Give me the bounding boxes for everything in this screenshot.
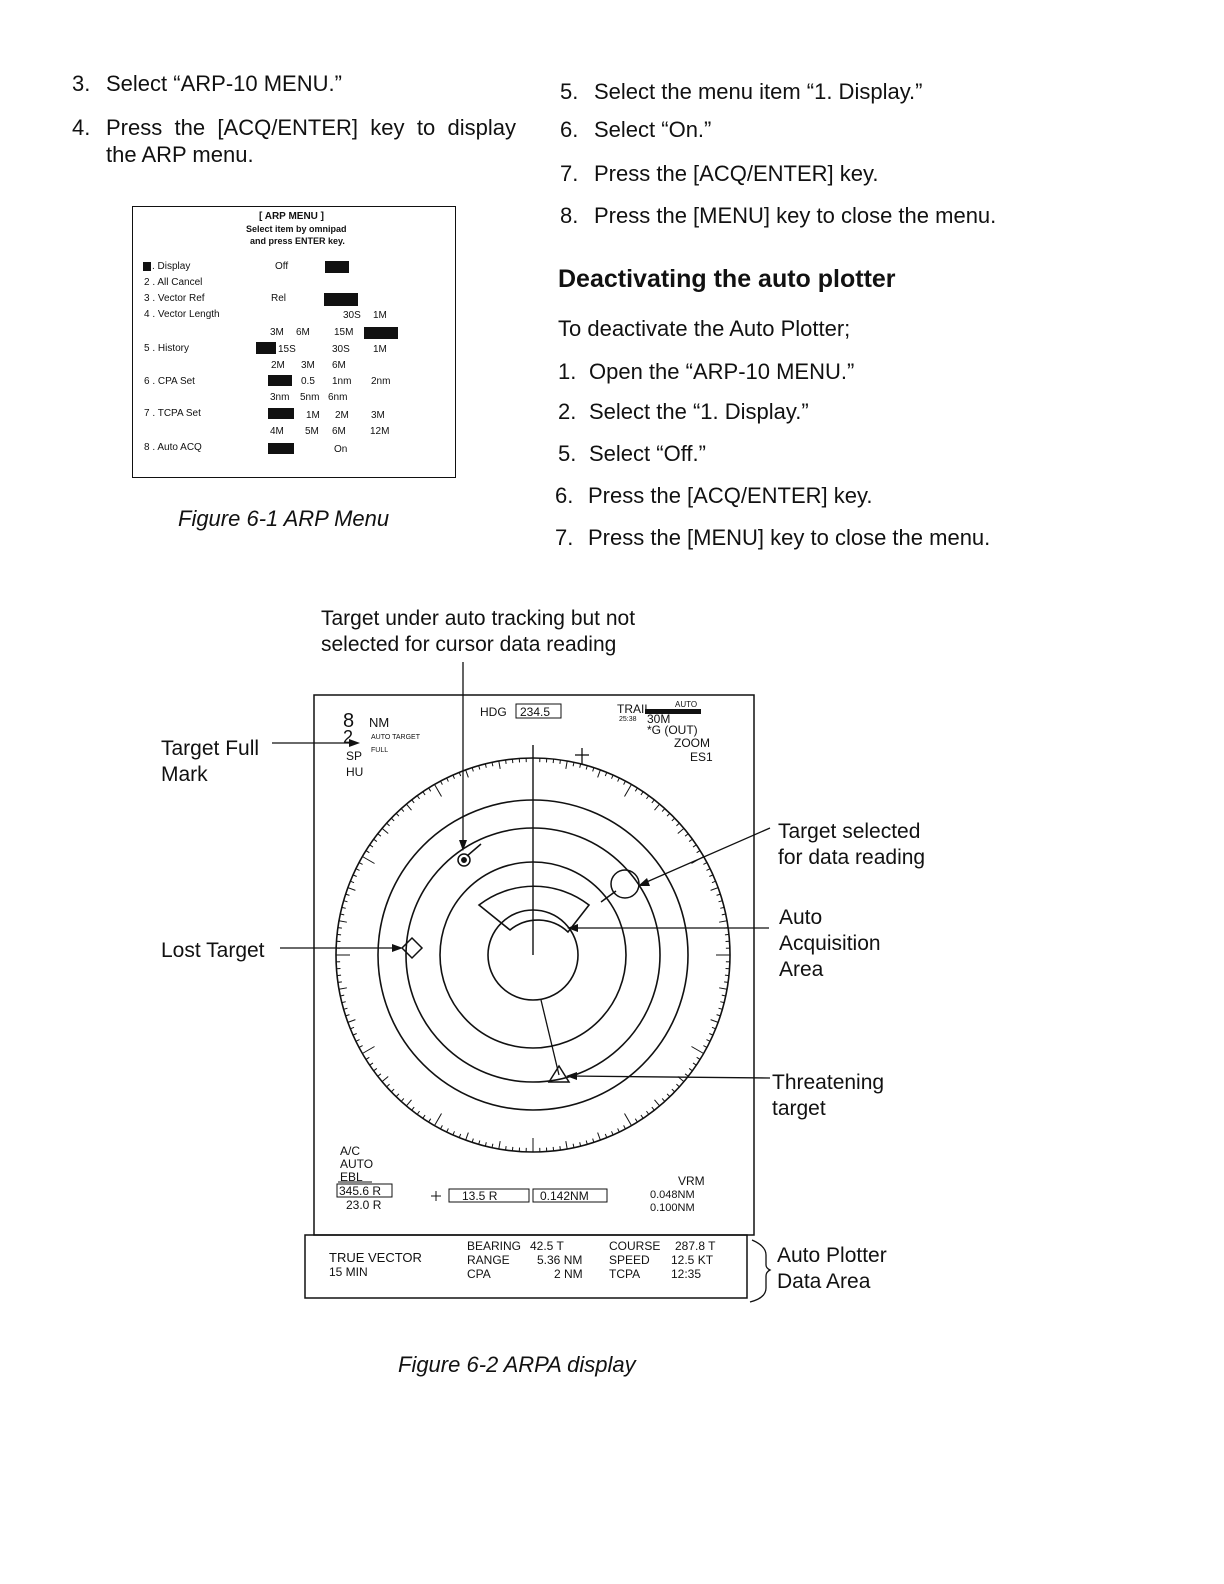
option[interactable]: 3M [301,360,315,371]
trail-mode: AUTO [675,700,698,709]
vrm-1-value: 0.048NM [650,1189,695,1201]
bearing-tick [697,851,700,853]
bearing-tick [479,766,480,770]
bearing-tick [348,1020,356,1023]
section-heading: Deactivating the auto plotter [558,265,896,293]
bearing-tick [605,1134,606,1138]
bearing-tick [374,1068,377,1070]
arrowheads [349,739,650,1080]
bearing-tick [441,1125,443,1129]
bearing-tick [350,881,354,882]
bearing-tick [423,792,425,795]
ebl-2-value: 23.0 R [346,1198,382,1212]
step-text: Select “Off.” [589,441,706,466]
step-text: Press the [MENU] key to close the menu. [594,203,997,228]
cpa-value: 2 NM [554,1267,583,1281]
bearing-tick [693,845,696,847]
bearing-value: 42.5 T [530,1239,564,1253]
bearing-tick [586,766,587,770]
bearing-label: BEARING [467,1239,522,1253]
bearing-tick [441,781,443,785]
ac-auto-label: AUTO [340,1157,374,1171]
bearing-tick [646,796,648,799]
bearing-tick [662,809,665,812]
option[interactable]: 3M [371,410,385,421]
bearing-tick [417,1111,419,1114]
step-number: 2. [558,399,577,424]
range-data-value: 5.36 NM [537,1253,583,1267]
bearing-tick [366,1057,369,1059]
bearing-tick [362,1047,374,1054]
option[interactable]: 5nm [300,392,320,403]
bearing-tick [641,1115,643,1118]
bearing-tick [378,1074,381,1076]
menu-item-cpa-set[interactable]: 6 . CPA Set [144,376,195,387]
bearing-tick [435,1113,442,1125]
option[interactable]: 6M [332,426,346,437]
bearing-tick [356,869,360,871]
bearing-tick [717,1015,721,1016]
cpa-label: CPA [467,1267,491,1281]
option[interactable]: 2M [271,360,285,371]
bearing-tick [447,778,449,782]
option[interactable]: 1M [373,310,387,321]
bearing-tick [499,1141,500,1149]
speed-value: 12.5 KT [671,1253,714,1267]
callout-line: Acquisition [779,932,881,955]
bearing-tick [387,823,390,826]
zoom-label: ZOOM [674,736,710,750]
callout-line: for data reading [778,846,926,869]
bearing-tick [466,770,469,778]
bearing-tick [339,921,347,922]
menu-item-history[interactable]: 5 . History [144,343,190,354]
trail-time: 25:38 [619,716,637,723]
bearing-tick [566,761,567,769]
callout-line: Auto Plotter [777,1244,887,1267]
bearing-tick [339,988,347,989]
bearing-tick [625,1113,632,1125]
ebl-1-value: 345.6 R [339,1184,382,1198]
bearing-tick [338,928,342,929]
bearing-tick [624,781,626,785]
option[interactable]: 3nm [270,392,290,403]
menu-item-vector-ref[interactable]: 3 . Vector Ref [144,293,205,304]
bearing-tick [387,1084,390,1087]
ebl-label: EBL [340,1170,363,1184]
bearing-tick [635,788,637,791]
bearing-tick [499,761,500,769]
bearing-tick [344,1008,348,1009]
bearing-tick [391,818,394,821]
menu-item-all-cancel[interactable]: 2 . All Cancel [144,277,203,288]
bearing-tick [401,809,404,812]
bearing-tick [338,982,342,983]
bearing-tick [719,988,727,989]
lost-target-diamond [402,938,422,958]
bearing-tick [423,1115,425,1118]
bearing-tick [466,1133,469,1141]
bearing-tick [719,921,727,922]
hu-label: HU [346,765,364,779]
callout-line: Target Full [161,737,260,760]
bearing-tick [396,1094,399,1097]
bearing-tick [359,1046,363,1048]
bearing-tick [706,869,710,871]
option[interactable]: Off [275,261,289,272]
bearing-tick [593,1139,594,1143]
callout-line: Auto [779,906,823,929]
bearing-tick [703,863,707,865]
bearing-tick [435,784,442,796]
bearing-tick [709,1034,713,1036]
bearing-tick [479,1141,480,1145]
auto-target-label: AUTO TARGET [371,734,421,741]
option[interactable]: 3M [270,327,284,338]
bearing-tick [366,851,369,853]
bearing-tick [391,1089,394,1092]
step-number: 7. [560,161,579,186]
arp-menu-title: [ ARP MENU ] [259,211,324,222]
bearing-tick [662,1098,665,1101]
range-unit: NM [369,715,390,730]
range-label: RANGE [467,1253,510,1267]
step-number: 6. [555,483,574,508]
gyro-out: *G (OUT) [647,723,698,737]
option[interactable]: 30S [343,310,361,321]
bearing-tick [346,1015,350,1016]
bearing-tick [406,1100,411,1106]
es1-label: ES1 [690,750,713,764]
bearing-tick [412,800,414,803]
bearing-tick [691,1047,703,1054]
bearing-tick [724,982,728,983]
bearing-tick [711,1020,719,1023]
step-number: 6. [560,117,579,142]
step-text: Select the “1. Display.” [589,399,809,424]
option[interactable]: 15M [334,327,354,338]
step-text: Select “On.” [594,117,712,142]
bearing-tick [685,1074,688,1076]
bearing-tick [672,1089,675,1092]
bearing-tick [344,901,348,902]
bearing-tick [598,1133,601,1141]
bearing-tick [646,1111,648,1114]
bearing-tick [401,1098,404,1101]
bearing-tick [678,828,684,833]
bearing-tick [382,828,388,833]
step-number: 4. [72,115,91,140]
bearing-tick [654,804,659,810]
tcpa-value: 12:35 [671,1267,702,1281]
bearing-tick [370,1063,373,1065]
bearing-tick [719,1008,723,1009]
bearing-tick [560,1146,561,1150]
bearing-tick [667,813,670,816]
bearing-tick [654,1100,659,1106]
bearing-tick [560,760,561,764]
bearing-tick [506,1146,507,1150]
callout-lost-target: Lost Target [161,939,265,962]
bearing-tick [429,1119,431,1122]
option[interactable]: 6nm [328,392,348,403]
option[interactable]: 5M [305,426,319,437]
course-value: 287.8 T [675,1239,716,1253]
bearing-tick [566,1141,567,1149]
bearing-tick [624,1125,626,1129]
figure-1-caption: Figure 6-1 ARP Menu [178,506,390,531]
bearing-tick [697,1057,700,1059]
step-number: 8. [560,203,579,228]
bearing-tick [598,770,601,778]
selected-target [601,870,639,902]
bearing-tick [459,772,460,776]
option[interactable]: 30S [332,344,350,355]
option[interactable]: On [334,444,348,455]
trail-length: 30M [647,712,671,726]
option[interactable]: 2M [335,410,349,421]
bearing-tick [447,1128,449,1132]
bearing-tick [353,1034,357,1036]
bearing-tick [672,818,675,821]
bearing-tick [348,888,356,891]
cursor-bearing: 13.5 R [462,1189,498,1203]
ring-interval: 2 [343,727,354,747]
bearing-tick [689,839,692,841]
option[interactable]: Rel [271,293,287,304]
bearing-tick [370,845,373,847]
vrm-2-value: 0.100NM [650,1202,695,1214]
step-text: Select the menu item “1. Display.” [594,79,923,104]
callout-line: Target under auto tracking but not [321,607,636,630]
step-text: Open the “ARP-10 MENU.” [589,359,855,384]
ac-label: A/C [340,1144,361,1158]
callout-line: selected for cursor data reading [321,633,617,656]
bearing-tick [472,1139,473,1143]
figure-2-caption: Figure 6-2 ARPA display [398,1352,636,1377]
callout-line: Mark [161,763,208,786]
menu-item-tcpa-set[interactable]: 7 . TCPA Set [144,408,201,419]
option[interactable]: 6M [332,360,346,371]
sp-label: SP [346,749,363,763]
bearing-tick [612,775,614,779]
bearing-tick [605,772,606,776]
bearing-tick [359,863,363,865]
bearing-tick [618,778,620,782]
bearing-tick [350,1027,354,1028]
bearing-tick [625,784,632,796]
hdg-value: 234.5 [520,705,551,719]
bearing-tick [593,768,594,772]
bearing-tick [711,888,719,891]
bearing-tick [396,813,399,816]
bearing-tick [719,901,723,902]
bearing-tick [685,834,688,836]
range-value: 8 [343,710,355,732]
option[interactable]: 4M [270,426,284,437]
hdg-label: HDG [480,705,507,719]
arp-menu-instruction: and press ENTER key. [250,236,345,246]
menu-item-vector-length[interactable]: 4 . Vector Length [144,309,220,320]
option[interactable]: 15S [278,344,296,355]
vrm-label: VRM [678,1174,705,1188]
bearing-tick [382,1076,388,1081]
step-number: 5. [560,79,579,104]
arp-menu-instruction: Select item by omnipad [246,224,347,234]
trail-label: TRAIL [617,702,652,716]
step-number: 1. [558,359,577,384]
bearing-tick [635,1119,637,1122]
option[interactable]: 1M [373,344,387,355]
callout-line: Data Area [777,1270,871,1293]
step-number: 3. [72,71,91,96]
bearing-tick [506,760,507,764]
tcpa-label: TCPA [609,1267,641,1281]
callout-line: Target selected [778,820,921,843]
bearing-tick [676,1084,679,1087]
bearing-tick [453,1131,455,1135]
callout-line: target [772,1097,826,1120]
bearing-tick [676,823,679,826]
option[interactable]: 2nm [371,376,391,387]
true-vector-label: TRUE VECTOR [329,1250,422,1265]
vector-min-label: 15 MIN [329,1265,368,1279]
step-number: 5. [558,441,577,466]
speed-label: SPEED [609,1253,650,1267]
option[interactable]: 0.5 [301,376,315,387]
step-text: Press the [ACQ/ENTER] key. [588,483,873,508]
bearing-tick [712,881,716,882]
bearing-tick [712,1027,716,1028]
bearing-tick [717,894,721,895]
threat-vector [541,1000,559,1075]
bearing-tick [641,792,643,795]
section-intro: To deactivate the Auto Plotter; [558,316,851,341]
bearing-tick [429,788,431,791]
bearing-tick [709,875,713,877]
bearing-tick [353,875,357,877]
bearing-tick [586,1141,587,1145]
step-number: 7. [555,525,574,550]
bearing-tick [618,1128,620,1132]
step-text: Press the [ACQ/ENTER] key to display the ARP menu. [106,115,516,167]
bearing-tick [378,834,381,836]
step-text: Press the [ACQ/ENTER] key. [594,161,879,186]
auto-acquisition-area [479,886,589,932]
bearing-tick [412,1107,414,1110]
bearing-tick [703,1046,707,1048]
option[interactable]: 1M [306,410,320,421]
bearing-tick [667,1094,670,1097]
option[interactable]: 1nm [332,376,352,387]
bearing-tick [693,1063,696,1065]
bearing-tick [406,804,411,810]
course-label: COURSE [609,1239,661,1253]
bearing-tick [652,1107,654,1110]
bearing-tick [374,839,377,841]
step-text: Select “ARP-10 MENU.” [106,71,342,96]
bearing-tick [346,894,350,895]
callout-line: Area [779,958,824,981]
bearing-tick [472,768,473,772]
bearing-tick [612,1131,614,1135]
bearing-tick [459,1134,460,1138]
option[interactable]: 12M [370,426,390,437]
cursor-range: 0.142NM [540,1189,589,1203]
bearing-tick [706,1040,710,1042]
tracked-target [458,844,481,866]
bearing-tick [652,800,654,803]
bearing-tick [689,1068,692,1070]
bearing-tick [453,775,455,779]
bearing-tick [417,796,419,799]
callout-line: Threatening [772,1071,885,1094]
step-text: Press the [MENU] key to close the menu. [588,525,991,550]
bearing-tick [356,1040,360,1042]
menu-item-auto-acq[interactable]: 8 . Auto ACQ [144,442,202,453]
option[interactable]: 6M [296,327,310,338]
bearing-tick [362,857,374,864]
full-label: FULL [371,747,389,754]
menu-item-display[interactable]: . Display [152,261,191,272]
